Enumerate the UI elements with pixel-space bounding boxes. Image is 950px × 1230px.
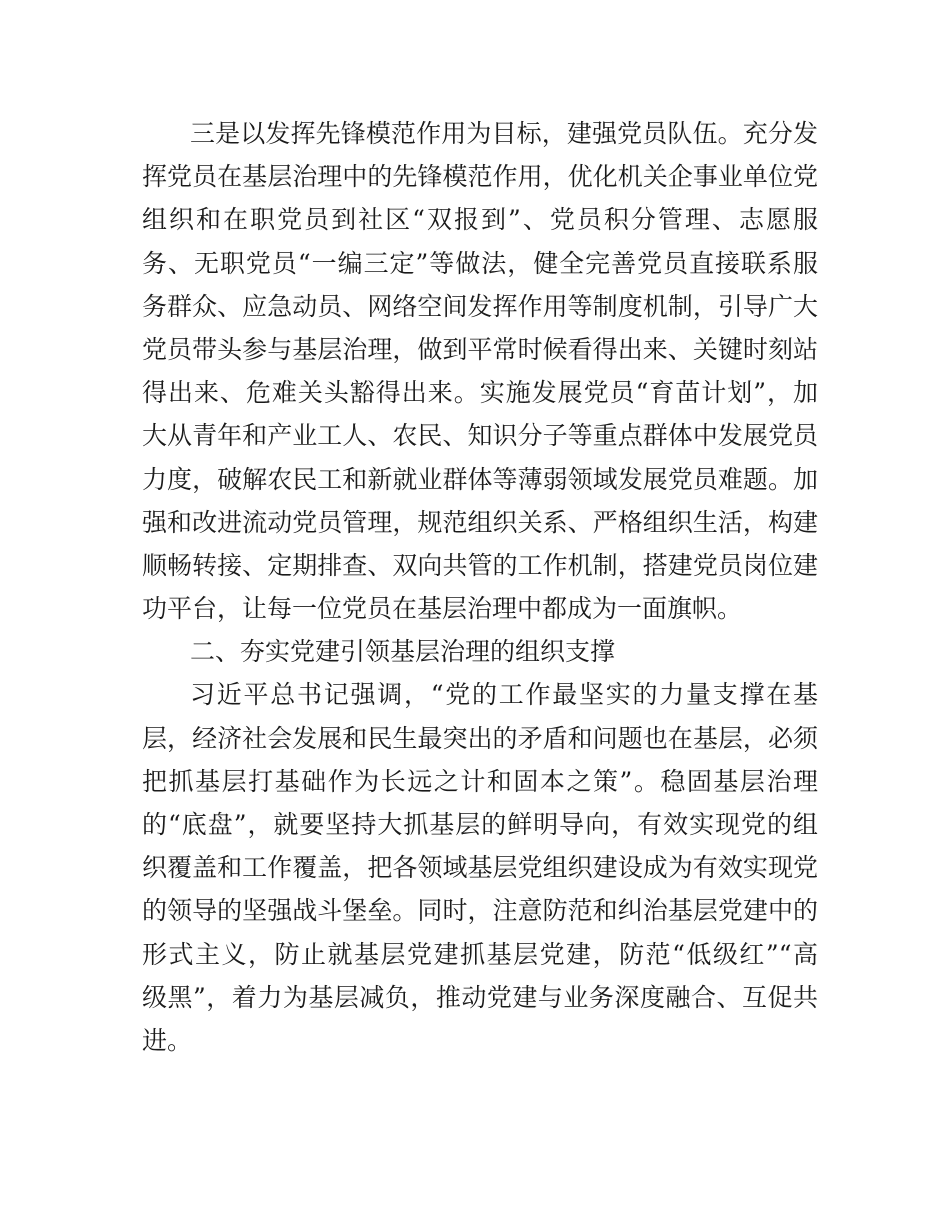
- paragraph-line: 党员带头参与基层治理，做到平常时候看得出来、关键时刻站: [142, 334, 818, 364]
- paragraph-line: 大从青年和产业工人、农民、知识分子等重点群体中发展党员: [142, 421, 818, 451]
- paragraph-line: 得出来、危难关头豁得出来。实施发展党员“育苗计划”，加: [142, 378, 818, 408]
- document-body: [142, 112, 818, 1062]
- paragraph-line: 三是以发挥先锋模范作用为目标，建强党员队伍。充分发: [190, 119, 818, 148]
- paragraph-line: 功平台，让每一位党员在基层治理中都成为一面旗帜。: [142, 594, 743, 624]
- paragraph-line: 力度，破解农民工和新就业群体等薄弱领域发展党员难题。加: [142, 464, 818, 494]
- paragraph-line: 形式主义，防止就基层党建抓基层党建，防范“低级红”“高: [142, 939, 818, 969]
- paragraph-line: 挥党员在基层治理中的先锋模范作用，优化机关企事业单位党: [142, 162, 818, 192]
- paragraph-line: 顺畅转接、定期排查、双向共管的工作机制，搭建党员岗位建: [142, 550, 818, 580]
- paragraph-line: 组织和在职党员到社区“双报到”、党员积分管理、志愿服: [142, 205, 818, 235]
- paragraph-line: 务群众、应急动员、网络空间发挥作用等制度机制，引导广大: [142, 291, 818, 321]
- paragraph-line: 习近平总书记强调，“党的工作最坚实的力量支撑在基: [190, 680, 818, 710]
- paragraph-line: 把抓基层打基础作为长远之计和固本之策”。稳固基层治理: [142, 766, 818, 796]
- paragraph-line: 强和改进流动党员管理，规范组织关系、严格组织生活，构建: [142, 507, 818, 537]
- paragraph-line: 的“底盘”，就要坚持大抓基层的鲜明导向，有效实现党的组: [142, 810, 818, 839]
- paragraph-line: 层，经济社会发展和民生最突出的矛盾和问题也在基层，必须: [142, 723, 818, 753]
- paragraph-line: 务、无职党员“一编三定”等做法，健全完善党员直接联系服: [142, 248, 818, 278]
- paragraph-line: 的领导的坚强战斗堡垒。同时，注意防范和纠治基层党建中的: [142, 896, 818, 926]
- paragraph-line: 织覆盖和工作覆盖，把各领域基层党组织建设成为有效实现党: [142, 853, 818, 883]
- section-heading: 二、夯实党建引领基层治理的组织支撑: [190, 637, 616, 667]
- paragraph-line: 级黑”，着力为基层减负，推动党建与业务深度融合、互促共: [142, 982, 818, 1012]
- paragraph-line: 进。: [142, 1025, 193, 1055]
